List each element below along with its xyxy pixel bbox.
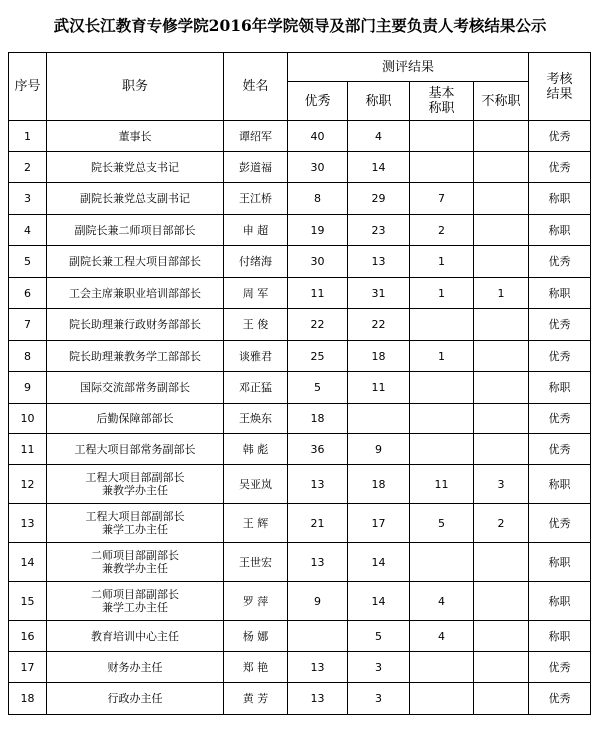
cell-result: 优秀 [529, 341, 591, 372]
cell-result: 称职 [529, 543, 591, 582]
cell-excellent: 36 [288, 434, 348, 465]
cell-incompetent [474, 341, 529, 372]
cell-basic: 4 [410, 582, 474, 621]
cell-duty [47, 372, 224, 404]
cell-competent [348, 404, 410, 434]
cell-basic [410, 652, 474, 683]
cell-basic: 4 [410, 621, 474, 652]
cell-name: 申 超 [224, 215, 288, 246]
duty-line: 兼学工办主任 [102, 523, 168, 536]
table-row [9, 404, 591, 434]
cell-no: 10 [9, 404, 47, 434]
header-basic-line1: 基本 [428, 86, 455, 101]
duty-line: 副院长兼工程大项目部部长 [69, 255, 201, 268]
cell-excellent: 18 [288, 404, 348, 434]
header-name: 姓名 [224, 53, 288, 121]
table-row [9, 278, 591, 309]
cell-no: 3 [9, 183, 47, 215]
table-row [9, 152, 591, 183]
cell-duty [47, 652, 224, 683]
cell-basic [410, 434, 474, 465]
cell-competent: 29 [348, 183, 410, 215]
cell-result: 称职 [529, 215, 591, 246]
cell-duty [47, 152, 224, 183]
cell-duty [47, 246, 224, 278]
cell-result: 称职 [529, 372, 591, 404]
cell-excellent: 13 [288, 465, 348, 504]
cell-competent: 14 [348, 152, 410, 183]
cell-result: 优秀 [529, 434, 591, 465]
cell-incompetent [474, 309, 529, 341]
header-excellent: 优秀 [288, 82, 348, 121]
duty-line: 副院长兼二师项目部部长 [74, 223, 196, 237]
cell-duty [47, 543, 224, 582]
cell-competent: 22 [348, 309, 410, 341]
duty-line: 后勤保障部部长 [96, 412, 174, 425]
cell-no: 17 [9, 652, 47, 683]
cell-duty [47, 404, 224, 434]
cell-incompetent: 2 [474, 504, 529, 543]
results-table [8, 52, 591, 715]
cell-name: 王焕东 [224, 404, 288, 434]
cell-competent: 3 [348, 652, 410, 683]
header-duty: 职务 [47, 53, 224, 121]
cell-basic [410, 121, 474, 152]
cell-name: 彭道福 [224, 152, 288, 183]
cell-incompetent: 1 [474, 278, 529, 309]
cell-incompetent [474, 246, 529, 278]
cell-no: 8 [9, 341, 47, 372]
header-no: 序号 [9, 53, 47, 121]
cell-name: 王江桥 [224, 183, 288, 215]
cell-result: 称职 [529, 183, 591, 215]
cell-result: 优秀 [529, 309, 591, 341]
cell-result: 优秀 [529, 246, 591, 278]
cell-duty [47, 309, 224, 341]
cell-result: 称职 [529, 621, 591, 652]
header-basic [410, 82, 474, 121]
cell-incompetent [474, 621, 529, 652]
cell-duty [47, 465, 224, 504]
cell-basic: 11 [410, 465, 474, 504]
cell-no: 2 [9, 152, 47, 183]
cell-name: 周 军 [224, 278, 288, 309]
cell-incompetent: 3 [474, 465, 529, 504]
duty-line: 院长助理兼教务学工部部长 [69, 349, 201, 363]
cell-result: 优秀 [529, 121, 591, 152]
cell-basic: 1 [410, 246, 474, 278]
cell-no: 6 [9, 278, 47, 309]
table-row [9, 434, 591, 465]
duty-line: 院长兼党总支书记 [91, 160, 179, 174]
cell-excellent: 5 [288, 372, 348, 404]
table-row [9, 543, 591, 582]
cell-basic [410, 372, 474, 404]
cell-no: 5 [9, 246, 47, 278]
cell-no: 12 [9, 465, 47, 504]
cell-name: 王世宏 [224, 543, 288, 582]
cell-result: 优秀 [529, 683, 591, 715]
header-incompetent: 不称职 [474, 82, 529, 121]
cell-excellent: 11 [288, 278, 348, 309]
cell-duty [47, 121, 224, 152]
cell-result: 优秀 [529, 152, 591, 183]
cell-duty [47, 183, 224, 215]
cell-excellent: 13 [288, 652, 348, 683]
cell-excellent: 19 [288, 215, 348, 246]
table-row [9, 246, 591, 278]
cell-basic: 1 [410, 278, 474, 309]
cell-name: 谭绍军 [224, 121, 288, 152]
table-row [9, 504, 591, 543]
cell-no: 18 [9, 683, 47, 715]
cell-name: 黄 芳 [224, 683, 288, 715]
cell-incompetent [474, 543, 529, 582]
duty-line: 教育培训中心主任 [91, 629, 179, 643]
duty-line: 工程大项目部副部长 [85, 510, 185, 523]
page-title: 武汉长江教育专修学院2016年学院领导及部门主要负责人考核结果公示 [53, 16, 547, 35]
cell-incompetent [474, 434, 529, 465]
table-row [9, 341, 591, 372]
cell-incompetent [474, 683, 529, 715]
header-competent: 称职 [348, 82, 410, 121]
table-row [9, 465, 591, 504]
cell-no: 1 [9, 121, 47, 152]
cell-competent: 17 [348, 504, 410, 543]
table-row [9, 582, 591, 621]
cell-result: 称职 [529, 465, 591, 504]
cell-competent: 13 [348, 246, 410, 278]
table-row [9, 215, 591, 246]
cell-competent: 14 [348, 582, 410, 621]
cell-basic [410, 309, 474, 341]
duty-line: 工程大项目部副部长 [85, 471, 185, 484]
cell-incompetent [474, 652, 529, 683]
duty-line: 兼学工办主任 [102, 601, 168, 614]
cell-competent: 31 [348, 278, 410, 309]
cell-excellent: 22 [288, 309, 348, 341]
duty-line: 财务办主任 [107, 660, 163, 674]
cell-result: 称职 [529, 582, 591, 621]
duty-line: 二师项目部副部长 [91, 588, 179, 601]
cell-competent: 4 [348, 121, 410, 152]
cell-basic: 1 [410, 341, 474, 372]
duty-line: 二师项目部副部长 [91, 549, 179, 562]
duty-line: 国际交流部常务副部长 [80, 381, 190, 394]
duty-line: 董事长 [118, 129, 152, 143]
cell-duty [47, 434, 224, 465]
header-result [529, 53, 591, 121]
cell-competent: 9 [348, 434, 410, 465]
duty-line: 工程大项目部常务副部长 [74, 442, 196, 456]
duty-line: 副院长兼党总支副书记 [80, 192, 190, 205]
cell-result: 优秀 [529, 404, 591, 434]
cell-excellent: 25 [288, 341, 348, 372]
duty-line: 兼教学办主任 [102, 562, 168, 575]
cell-excellent: 30 [288, 152, 348, 183]
cell-no: 16 [9, 621, 47, 652]
cell-name: 郑 艳 [224, 652, 288, 683]
table-row [9, 621, 591, 652]
cell-no: 15 [9, 582, 47, 621]
cell-basic [410, 683, 474, 715]
cell-name: 韩 彪 [224, 434, 288, 465]
table-row [9, 121, 591, 152]
duty-line: 工会主席兼职业培训部部长 [69, 286, 201, 300]
cell-incompetent [474, 372, 529, 404]
cell-duty [47, 278, 224, 309]
cell-excellent: 13 [288, 683, 348, 715]
cell-no: 7 [9, 309, 47, 341]
cell-duty [47, 504, 224, 543]
table-row [9, 183, 591, 215]
cell-excellent: 40 [288, 121, 348, 152]
cell-basic [410, 404, 474, 434]
cell-no: 13 [9, 504, 47, 543]
duty-line: 兼教学办主任 [102, 484, 168, 497]
cell-competent: 18 [348, 465, 410, 504]
table-row [9, 652, 591, 683]
cell-duty [47, 582, 224, 621]
cell-duty [47, 341, 224, 372]
cell-name: 邓正猛 [224, 372, 288, 404]
cell-duty [47, 215, 224, 246]
cell-name: 王 辉 [224, 504, 288, 543]
table-body [9, 121, 591, 715]
table-row [9, 372, 591, 404]
header-basic-line2: 称职 [428, 101, 455, 116]
cell-basic [410, 543, 474, 582]
cell-name: 罗 萍 [224, 582, 288, 621]
cell-excellent: 9 [288, 582, 348, 621]
cell-incompetent [474, 582, 529, 621]
cell-no: 11 [9, 434, 47, 465]
header-result-line2: 结果 [546, 86, 573, 102]
cell-excellent: 13 [288, 543, 348, 582]
cell-no: 4 [9, 215, 47, 246]
cell-excellent: 30 [288, 246, 348, 278]
cell-no: 9 [9, 372, 47, 404]
cell-incompetent [474, 215, 529, 246]
cell-name: 吴亚岚 [224, 465, 288, 504]
header-eval: 测评结果 [288, 53, 529, 82]
cell-name: 杨 娜 [224, 621, 288, 652]
duty-line: 行政办主任 [107, 692, 163, 705]
cell-name: 谈雅君 [224, 341, 288, 372]
cell-competent: 5 [348, 621, 410, 652]
cell-incompetent [474, 183, 529, 215]
header-result-line1: 考核 [546, 71, 573, 87]
cell-basic: 5 [410, 504, 474, 543]
table-row [9, 309, 591, 341]
cell-excellent [288, 621, 348, 652]
cell-competent: 18 [348, 341, 410, 372]
cell-incompetent [474, 121, 529, 152]
cell-competent: 23 [348, 215, 410, 246]
cell-duty [47, 683, 224, 715]
cell-name: 付绪海 [224, 246, 288, 278]
cell-duty [47, 621, 224, 652]
cell-excellent: 8 [288, 183, 348, 215]
cell-basic [410, 152, 474, 183]
cell-basic: 7 [410, 183, 474, 215]
cell-competent: 14 [348, 543, 410, 582]
cell-name: 王 俊 [224, 309, 288, 341]
cell-excellent: 21 [288, 504, 348, 543]
cell-incompetent [474, 152, 529, 183]
cell-basic: 2 [410, 215, 474, 246]
cell-competent: 3 [348, 683, 410, 715]
cell-result: 称职 [529, 278, 591, 309]
cell-result: 优秀 [529, 652, 591, 683]
cell-incompetent [474, 404, 529, 434]
cell-no: 14 [9, 543, 47, 582]
cell-result: 优秀 [529, 504, 591, 543]
cell-competent: 11 [348, 372, 410, 404]
table-row [9, 683, 591, 715]
duty-line: 院长助理兼行政财务部部长 [69, 318, 201, 331]
